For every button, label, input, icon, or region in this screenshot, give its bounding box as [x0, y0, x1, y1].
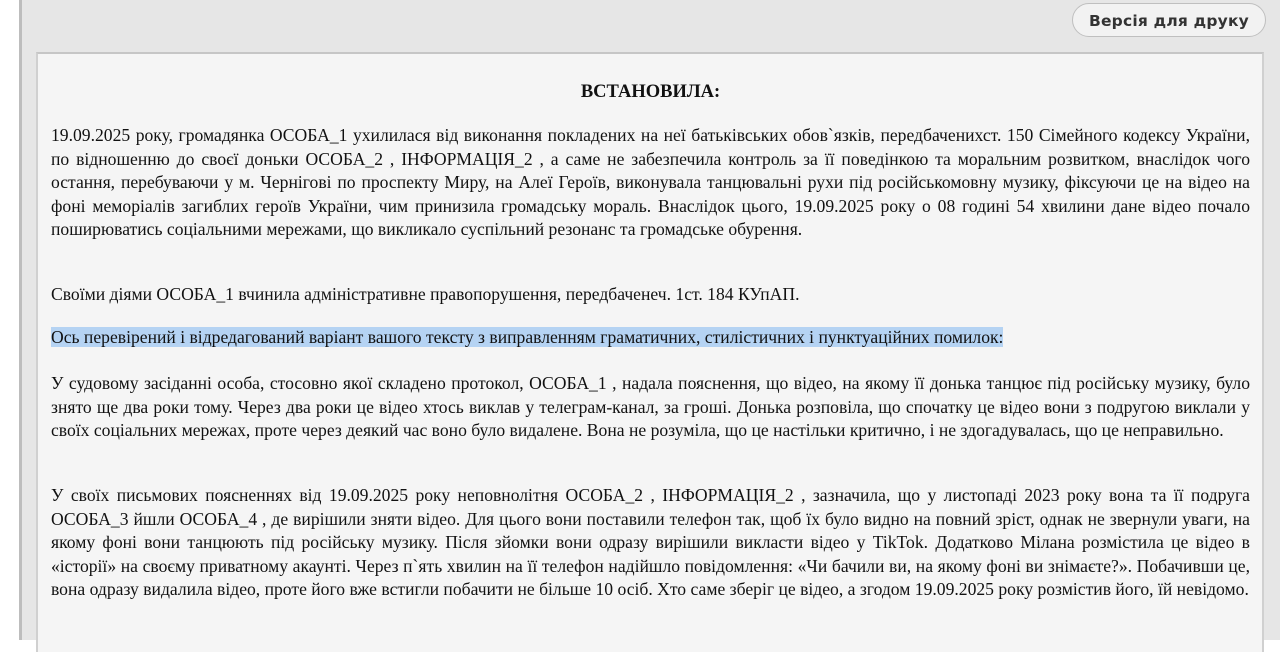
paragraph-written-explanations: У своїх письмових поясненнях від 19.09.2025 року неповнолітня ОСОБА_2 , ІНФОРМАЦІЯ_2 , зазначила, що у листопаді 2023 року вона та її подруга ОСОБА_3 йшли ОСОБА_4 , де вирішили зняти відео. Для цього вони поставили телефон так, щоб їх було видно на повний зріст, однак не звернули уваги, на якому фоні вони танцюють під російську музику. Після зйомки вони одразу вирішили викласти відео у TikTok. Додатково Мілана розмістила це відео в «історії» на своєму приватному акаунті. Через п`ять хвилин на її телефон надійшло повідомлення: «Чи бачили ви, на якому фоні ви знімаєте?». Побачивши це, вона одразу видалила відео, проте його вже встигли побачити не більше 10 осіб. Хто саме зберіг це відео, а згодом 19.09.2025 року розмістив його, їй невідомо.	[51, 485, 1250, 599]
document-heading: ВСТАНОВИЛА:	[580, 82, 721, 102]
paragraph-selected-note	[51, 326, 1250, 350]
selected-text-highlight[interactable]: Ось перевірений і відредагований варіант вашого тексту з виправленням граматичних, стилістичних і пунктуаційних помилок:	[51, 327, 1004, 347]
paragraph-established-facts: 19.09.2025 року, громадянка ОСОБА_1 ухилилася від виконання покладених на неї батьківських обов`язків, передбаченихст. 150 Сімейного кодексу України, по відношенню до своєї доньки ОСОБА_2 , ІНФОРМАЦІЯ_2 , а саме не забезпечила контроль за її поведінкою та моральним розвитком, внаслідок чого остання, перебуваючи у м. Чернігові по проспекту Миру, на Алеї Героїв, виконувала танцювальні рухи під російськомовну музику, фіксуючи це на відео на фоні меморіалів загиблих героїв України, чим принизила громадську мораль. Внаслідок цього, 19.09.2025 року о 08 годині 54 хвилини дане відео почало поширюватись соціальними мережами, що викликало суспільний резонанс та громадське обурення.	[51, 125, 1250, 239]
document-viewer[interactable]	[36, 52, 1264, 652]
print-version-button[interactable]: Версія для друку	[1072, 3, 1266, 37]
paragraph-court-hearing: У судовому засіданні особа, стосовно якої складено протокол, ОСОБА_1 , надала пояснення, що відео, на якому її донька танцює під російську музику, було знято ще два роки тому. Через два роки це відео хтось виклав у телеграм-канал, за гроші. Донька розповіла, що спочатку це відео вони з подругою виклали у своїх соціальних мережах, проте через деякий час воно було видалене. Вона не розуміла, що це настільки критично, і не здогадувалась, що це неправильно.	[51, 373, 1250, 440]
clipped-previous-line	[51, 52, 1250, 58]
content-panel	[19, 0, 1280, 640]
paragraph-offense-summary: Своїми діями ОСОБА_1 вчинила адміністративне правопорушення, передбаченеч. 1ст. 184 КУпАП.	[51, 284, 800, 304]
